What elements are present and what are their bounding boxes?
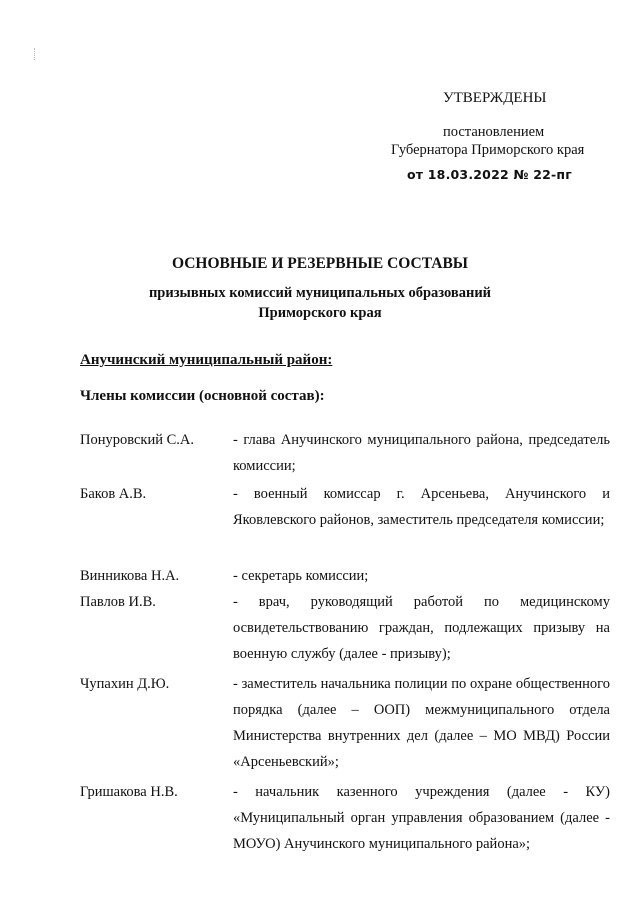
member-name: Баков А.В. bbox=[80, 486, 147, 502]
member-name: Винникова Н.А. bbox=[80, 568, 180, 584]
member-role: - военный комиссар г. Арсеньева, Анучинского и Яковлевского районов, заместитель председателя комиссии; bbox=[233, 486, 610, 528]
approval-title: УТВЕРЖДЕНЫ bbox=[443, 90, 547, 106]
member-role: - врач, руководящий работой по медицинскому освидетельствованию граждан, подлежащих призыву на военную службу (далее - призыву); bbox=[233, 594, 610, 662]
member-name: Понуровский С.А. bbox=[80, 432, 195, 448]
member-role: - начальник казенного учреждения (далее - КУ) «Муниципальный орган управления образованием (далее - МОУО) Анучинского муниципального района»; bbox=[233, 784, 610, 852]
member-role: - заместитель начальника полиции по охране общественного порядка (далее – ООП) межмуниципального отдела Министерства внутренних дел (далее – МО МВД) России «Арсеньевский»; bbox=[233, 676, 610, 770]
approval-authority: Губернатора Приморского края bbox=[391, 142, 585, 158]
commission-heading: Члены комиссии (основной состав): bbox=[80, 388, 325, 404]
document-subtitle-line-2: Приморского края bbox=[258, 305, 382, 321]
scan-margin-mark bbox=[34, 48, 38, 60]
district-heading: Анучинский муниципальный район: bbox=[80, 352, 333, 368]
member-name: Чупахин Д.Ю. bbox=[80, 676, 170, 692]
member-role: - секретарь комиссии; bbox=[233, 568, 369, 584]
document-title: ОСНОВНЫЕ И РЕЗЕРВНЫЕ СОСТАВЫ bbox=[171, 255, 469, 272]
member-role: - глава Анучинского муниципального района, председатель комиссии; bbox=[233, 432, 610, 474]
approval-decree-label: постановлением bbox=[443, 124, 545, 140]
member-name: Павлов И.В. bbox=[80, 594, 156, 610]
approval-date-number-stamp: от 18.03.2022 № 22-пг bbox=[407, 167, 572, 182]
member-name: Гришакова Н.В. bbox=[80, 784, 178, 800]
document-subtitle-line-1: призывных комиссий муниципальных образований bbox=[148, 285, 492, 301]
